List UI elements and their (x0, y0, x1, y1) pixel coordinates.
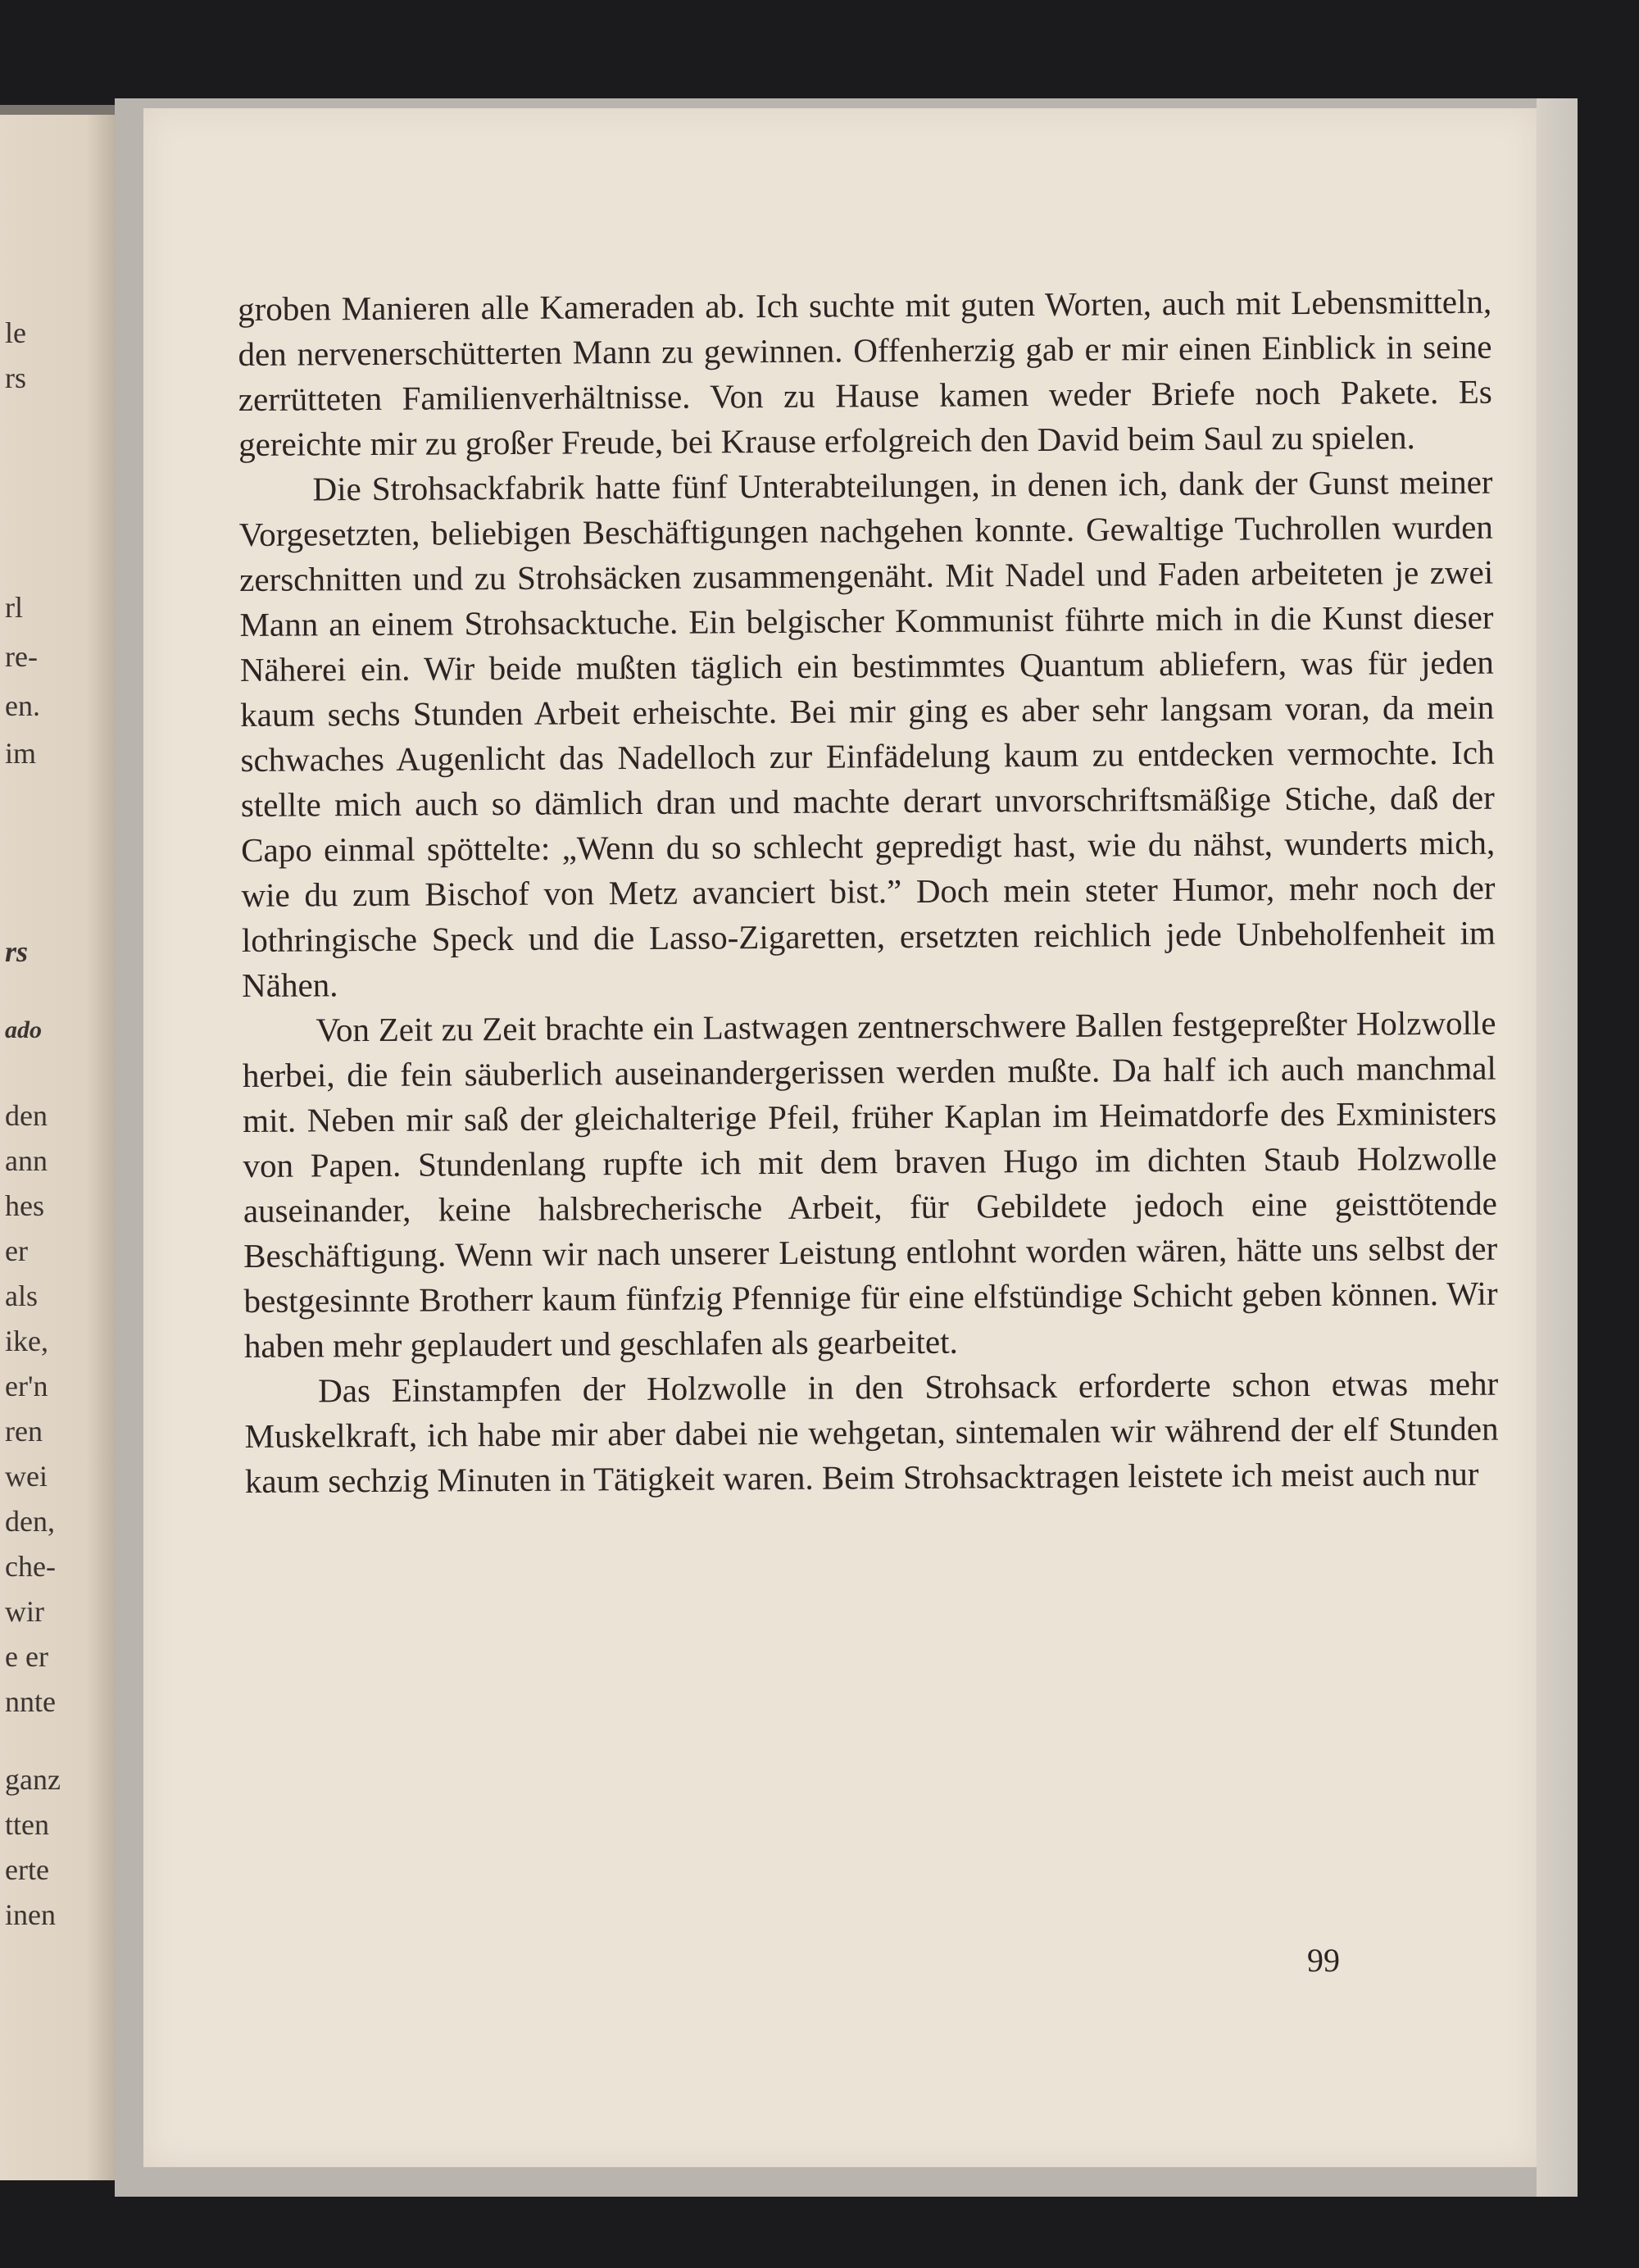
prev-fragment: den, (5, 1505, 55, 1538)
prev-fragment: rs (5, 361, 26, 394)
paragraph: Das Einstampfen der Holzwolle in den Strohsack erforderte schon etwas mehr Muskelkraft, ich habe mir aber dabei nie wehgetan, sintemalen wir während der elf Stunden kaum sechzig Minuten in Tätigkeit waren. Beim Strohsacktragen leistete ich meist auch nur (244, 1364, 1499, 1500)
prev-fragment: che- (5, 1550, 56, 1583)
prev-fragment: re- (5, 640, 38, 673)
prev-fragment: erte (5, 1853, 49, 1886)
prev-fragment: rs (5, 935, 29, 968)
prev-fragment: rl (5, 591, 23, 624)
prev-fragment: inen (5, 1898, 56, 1931)
paragraph: groben Manieren alle Kameraden ab. Ich suchte mit guten Worten, auch mit Lebensmitteln, den nervenerschütterten Mann zu gewinnen. Offenherzig gab er mir einen Einblick in seine zerrütteten Familienverhältnisse. Von zu Hause kamen weder Briefe noch Pakete. Es gereichte mir zu großer Freude, bei Krause erfolgreich den David beim Saul zu spielen. (238, 282, 1492, 463)
paragraph: Die Strohsackfabrik hatte fünf Unterabteilungen, in denen ich, dank der Gunst meiner Vorgesetzten, beliebigen Beschäftigungen nachgehen konnte. Gewaltige Tuchrollen wurden zerschnitten und zu Strohsäcken zusammengenäht. Mit Nadel und Faden arbeiteten je zwei Mann an einem Strohsacktuche. Ein belgischer Kommunist führte mich in die Kunst dieser Näherei ein. Wir beide mußten täglich ein bestimmtes Quantum abliefern, was für jeden kaum sechs Stunden Arbeit erheischte. Bei mir ging es aber sehr langsam voran, da mein schwaches Augenlicht das Nadelloch zur Einfädelung kaum zu entdecken vermochte. Ich stellte mich auch so dämlich dran und machte derart unvorschriftsmäßige Stiche, daß der Capo einmal spöttelte: „Wenn du so schlecht gepredigt hast, wie du nähst, wunderts mich, wie du zum Bischof von Metz avanciert bist.” Doch mein steter Humor, mehr noch der lothringische Speck und die Lasso-Zigaretten, ersetzten reichlich jede Unbeholfenheit im Nähen. (238, 462, 1496, 1004)
prev-fragment: den (5, 1099, 48, 1132)
previous-page-text-fragments (0, 115, 115, 2180)
book-page (143, 108, 1537, 2167)
prev-fragment: tten (5, 1808, 49, 1841)
prev-fragment: ado (5, 1016, 42, 1043)
prev-fragment: ann (5, 1144, 48, 1177)
prev-fragment: e er (5, 1640, 48, 1673)
prev-fragment: er (5, 1234, 28, 1267)
prev-fragment: nnte (5, 1685, 56, 1718)
prev-fragment: ike, (5, 1325, 48, 1357)
prev-fragment: wei (5, 1460, 48, 1493)
prev-fragment: hes (5, 1189, 44, 1222)
paragraph: Von Zeit zu Zeit brachte ein Lastwagen zentnerschwere Ballen festgepreßter Holzwolle herbei, die fein säuberlich auseinandergerissen werden mußte. Da half ich auch manchmal mit. Neben mir saß der gleichalterige Pfeil, früher Kaplan im Heimatdorfe des Exministers von Papen. Stundenlang rupfte ich mit dem braven Hugo im dichten Staub Holzwolle auseinander, keine halsbrecherische Arbeit, für Gebildete jedoch eine geisttötende Beschäftigung. Wenn wir nach unserer Leistung entlohnt worden wären, hätte uns selbst der bestgesinnte Brotherr kaum fünfzig Pfennige für eine elfstündige Schicht geben können. Wir haben mehr geplaudert und geschlafen als gearbeitet. (242, 1003, 1498, 1365)
prev-fragment: wir (5, 1595, 44, 1628)
prev-fragment: ren (5, 1415, 43, 1448)
body-text (238, 280, 1499, 1504)
page-number: 99 (1307, 1942, 1340, 1979)
prev-fragment: er'n (5, 1370, 48, 1402)
prev-fragment: le (5, 316, 26, 349)
prev-fragment: en. (5, 689, 40, 722)
prev-fragment: im (5, 737, 37, 770)
prev-fragment: ganz (5, 1763, 61, 1796)
page-right-edge (1537, 98, 1578, 2197)
prev-fragment: als (5, 1279, 38, 1312)
previous-page (0, 115, 123, 2180)
